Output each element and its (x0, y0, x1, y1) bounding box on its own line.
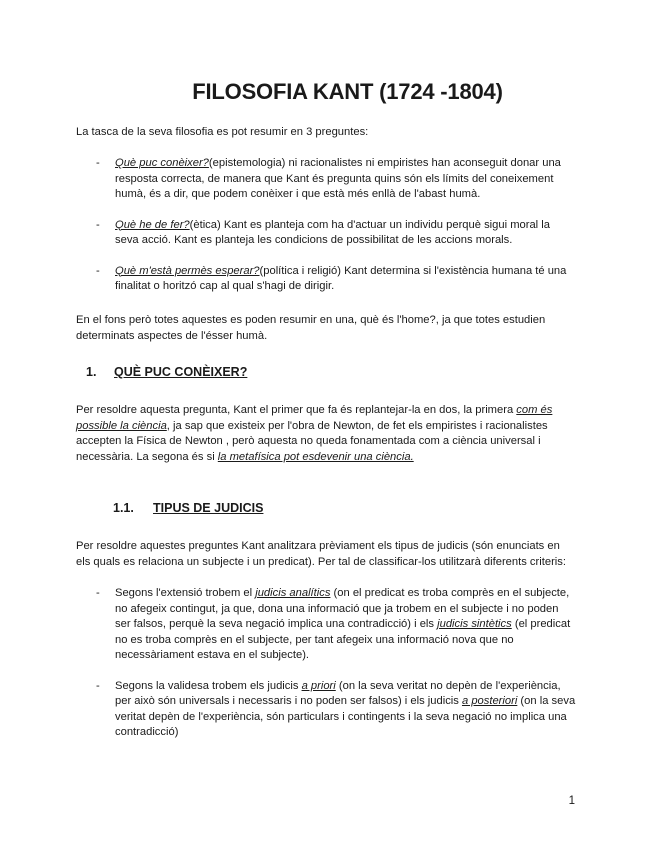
item-text: (on la seva veritat depèn de l'experiència, són particulars i contingents i la seva negació no implica una contradicció) (115, 695, 576, 738)
item-text: Segons l'extensió trobem el (115, 587, 256, 599)
section-number: 1. (86, 365, 97, 379)
section-1-paragraph (76, 403, 576, 465)
criteria-list (76, 586, 576, 741)
highlighted-term: a posteriori (461, 695, 518, 707)
paragraph-text: Per resoldre aquesta pregunta, Kant el primer que fa és replantejar-la en dos, la primera (76, 404, 517, 416)
summary-paragraph: En el fons però totes aquestes es poden resumir en una, què és l'home?, ja que totes estudien determinats aspectes de l'ésser humà. (76, 314, 546, 342)
questions-list (76, 156, 576, 295)
section-1-1-paragraph: Per resoldre aquestes preguntes Kant analitzara prèviament els tipus de judicis (són enunciats en els quals es relaciona un subjecte i un predicat). Per tal de classificar-los utilitzarà diferents criteris: (76, 540, 566, 568)
highlighted-term: com és possible la ciència (76, 404, 553, 432)
section-title: QUÈ PUC CONÈIXER? (114, 365, 248, 379)
question-term: Què m'està permès esperar? (115, 264, 260, 277)
list-item (76, 156, 576, 203)
section-number: 1.1. (113, 501, 134, 515)
section-title: TIPUS DE JUDICIS (153, 501, 264, 515)
question-text: (ètica) Kant es planteja com ha d'actuar un individu perquè sigui moral la seva acció. Kant es planteja les condicions de possibilitat de les accions morals. (115, 218, 550, 246)
question-term: Què he de fer? (115, 218, 190, 231)
question-text: (epistemologia) ni racionalistes ni empiristes han aconseguit donar una resposta correcta, de manera que Kant és pregunta quins són els límits del coneixement humà, és a dir, que podem conèixer i que està més enllà de l'abast humà. (115, 157, 561, 200)
paragraph-text: , ja sap que existeix per l'obra de Newton, de fet els empiristes i racionalistes accepten la Física de Newton , però aquesta no queda fonamentada com a ciència universal i necessària. La segona és si (76, 419, 548, 463)
item-text: (on el predicat es troba comprès en el subjecte, no afegeix contingut, ja que, dona una informació que ja trobem en el subjecte i no poden ser falsos, perquè la seva negació implica una contradicció) i els (115, 587, 570, 630)
highlighted-term: judicis analítics (255, 587, 331, 599)
item-text: (el predicat no es troba comprès en el subjecte, per tant afegeix una informació nova que no necessàriament estava en el subjecte). (115, 618, 571, 661)
item-text: (on la seva veritat no depèn de l'experiència, per això són universals i necessaris i no poden ser falsos) i els judicis (115, 679, 561, 707)
highlighted-term: judicis sintètics (437, 618, 512, 630)
question-term: Què puc conèixer? (115, 157, 209, 169)
intro-paragraph: La tasca de la seva filosofia es pot resumir en 3 preguntes: (76, 126, 369, 138)
section-1-heading (86, 365, 247, 381)
question-text: (política i religió) Kant determina si l'existència humana té una finalitat o horitzó cap al qual s'hagi de dirigir. (115, 264, 567, 292)
list-item (76, 218, 576, 249)
page-number: 1 (568, 795, 575, 807)
list-item (76, 586, 576, 664)
item-text: Segons la validesa trobem els judicis (115, 679, 302, 692)
highlighted-term: la metafísica pot esdevenir una ciència. (217, 450, 414, 463)
section-1-1-heading (113, 501, 263, 517)
document-title: FILOSOFIA KANT (1724 -1804) (192, 79, 503, 104)
list-item (76, 264, 576, 295)
highlighted-term: a priori (301, 679, 336, 692)
list-item (76, 679, 576, 741)
